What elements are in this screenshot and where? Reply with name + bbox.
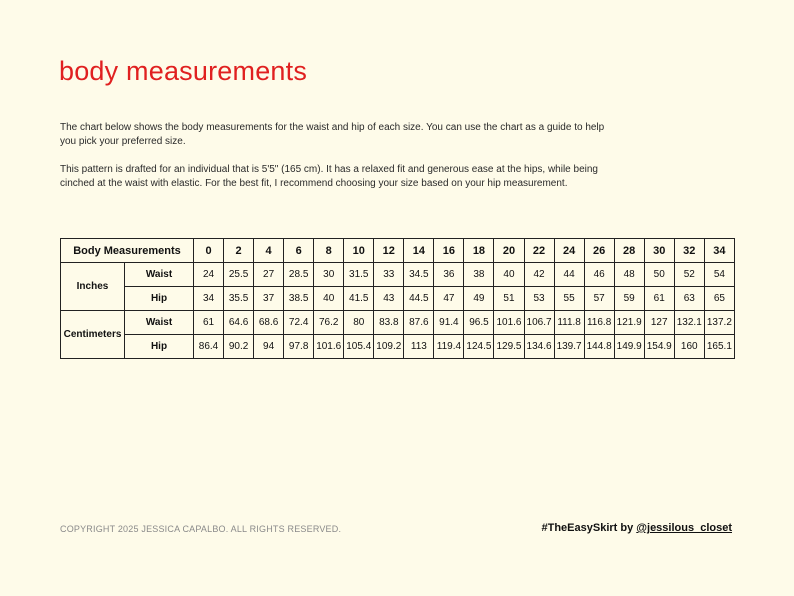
measurement-cell: 129.5: [494, 335, 524, 359]
measurement-cell: 109.2: [374, 335, 404, 359]
size-header: 14: [404, 239, 434, 263]
measurement-cell: 106.7: [524, 311, 554, 335]
measurement-cell: 55: [554, 287, 584, 311]
measurement-cell: 36: [434, 263, 464, 287]
measurement-cell: 87.6: [404, 311, 434, 335]
measurement-cell: 38: [464, 263, 494, 287]
measurement-cell: 46: [584, 263, 614, 287]
measurement-label: Hip: [125, 287, 194, 311]
measurement-cell: 30: [314, 263, 344, 287]
measurement-cell: 137.2: [704, 311, 734, 335]
measurement-cell: 134.6: [524, 335, 554, 359]
measurement-cell: 76.2: [314, 311, 344, 335]
table-row: [61, 335, 735, 359]
measurement-cell: 43: [374, 287, 404, 311]
measurements-table: [60, 238, 735, 359]
hashtag-text: #TheEasySkirt by: [541, 522, 634, 534]
measurement-cell: 54: [704, 263, 734, 287]
measurement-cell: 105.4: [344, 335, 374, 359]
measurement-cell: 72.4: [284, 311, 314, 335]
size-header: 28: [614, 239, 644, 263]
measurement-cell: 116.8: [584, 311, 614, 335]
measurement-cell: 121.9: [614, 311, 644, 335]
measurement-cell: 64.6: [224, 311, 254, 335]
size-header: 18: [464, 239, 494, 263]
measurement-cell: 35.5: [224, 287, 254, 311]
measurement-cell: 51: [494, 287, 524, 311]
measurement-cell: 86.4: [194, 335, 224, 359]
measurement-cell: 96.5: [464, 311, 494, 335]
measurement-cell: 38.5: [284, 287, 314, 311]
measurement-cell: 101.6: [314, 335, 344, 359]
measurement-cell: 47: [434, 287, 464, 311]
measurement-cell: 68.6: [254, 311, 284, 335]
size-header: 26: [584, 239, 614, 263]
measurement-cell: 144.8: [584, 335, 614, 359]
copyright-notice: COPYRIGHT 2025 JESSICA CAPALBO. ALL RIGHTS RESERVED.: [60, 524, 342, 534]
table-header-row: [61, 239, 735, 263]
measurement-cell: 149.9: [614, 335, 644, 359]
size-header: 34: [704, 239, 734, 263]
unit-group-label: Centimeters: [61, 311, 125, 359]
size-header: 4: [254, 239, 284, 263]
measurement-cell: 101.6: [494, 311, 524, 335]
measurement-cell: 94: [254, 335, 284, 359]
size-header: 24: [554, 239, 584, 263]
measurement-cell: 113: [404, 335, 434, 359]
size-header: 0: [194, 239, 224, 263]
measurement-cell: 37: [254, 287, 284, 311]
measurement-cell: 83.8: [374, 311, 404, 335]
measurement-cell: 160: [674, 335, 704, 359]
measurement-cell: 49: [464, 287, 494, 311]
credit-line: [542, 522, 733, 534]
measurement-cell: 44.5: [404, 287, 434, 311]
table-row: [61, 263, 735, 287]
measurement-cell: 28.5: [284, 263, 314, 287]
measurement-cell: 139.7: [554, 335, 584, 359]
measurement-cell: 31.5: [344, 263, 374, 287]
measurement-label: Waist: [125, 263, 194, 287]
measurement-cell: 124.5: [464, 335, 494, 359]
measurement-cell: 24: [194, 263, 224, 287]
measurement-cell: 61: [644, 287, 674, 311]
measurement-cell: 97.8: [284, 335, 314, 359]
measurement-cell: 53: [524, 287, 554, 311]
measurement-cell: 25.5: [224, 263, 254, 287]
measurement-cell: 90.2: [224, 335, 254, 359]
measurement-cell: 80: [344, 311, 374, 335]
intro-paragraph: The chart below shows the body measurements for the waist and hip of each size. You can use the chart as a guide to help you pick your preferred size.: [60, 122, 605, 147]
size-header: 12: [374, 239, 404, 263]
unit-group-label: Inches: [61, 263, 125, 311]
measurement-cell: 52: [674, 263, 704, 287]
measurement-cell: 34: [194, 287, 224, 311]
social-handle-link[interactable]: @jessilous_closet: [636, 522, 732, 534]
measurement-cell: 40: [494, 263, 524, 287]
measurement-cell: 65: [704, 287, 734, 311]
measurement-cell: 91.4: [434, 311, 464, 335]
size-header: 6: [284, 239, 314, 263]
size-header: 8: [314, 239, 344, 263]
size-header: 20: [494, 239, 524, 263]
measurement-cell: 61: [194, 311, 224, 335]
measurement-label: Hip: [125, 335, 194, 359]
measurement-cell: 27: [254, 263, 284, 287]
table-row: [61, 287, 735, 311]
measurement-cell: 154.9: [644, 335, 674, 359]
page-title: body measurements: [59, 56, 308, 86]
measurement-cell: 41.5: [344, 287, 374, 311]
measurement-cell: 50: [644, 263, 674, 287]
fit-paragraph: This pattern is drafted for an individual that is 5'5" (165 cm). It has a relaxed fit and generous ease at the hips, while being cinched at the waist with elastic. For the best fit, I recommend choosing your size based on your hip measurement.: [60, 164, 598, 189]
measurement-cell: 132.1: [674, 311, 704, 335]
measurement-label: Waist: [125, 311, 194, 335]
measurement-cell: 44: [554, 263, 584, 287]
measurement-cell: 165.1: [704, 335, 734, 359]
size-header: 32: [674, 239, 704, 263]
size-header: 10: [344, 239, 374, 263]
measurement-cell: 40: [314, 287, 344, 311]
measurement-cell: 42: [524, 263, 554, 287]
size-header: 22: [524, 239, 554, 263]
measurement-cell: 127: [644, 311, 674, 335]
measurement-cell: 111.8: [554, 311, 584, 335]
measurement-cell: 59: [614, 287, 644, 311]
table-header-label: Body Measurements: [61, 239, 194, 263]
measurement-cell: 119.4: [434, 335, 464, 359]
size-header: 30: [644, 239, 674, 263]
measurement-cell: 48: [614, 263, 644, 287]
measurement-cell: 34.5: [404, 263, 434, 287]
measurement-cell: 57: [584, 287, 614, 311]
size-header: 16: [434, 239, 464, 263]
size-header: 2: [224, 239, 254, 263]
measurement-cell: 63: [674, 287, 704, 311]
measurement-cell: 33: [374, 263, 404, 287]
table-row: [61, 311, 735, 335]
